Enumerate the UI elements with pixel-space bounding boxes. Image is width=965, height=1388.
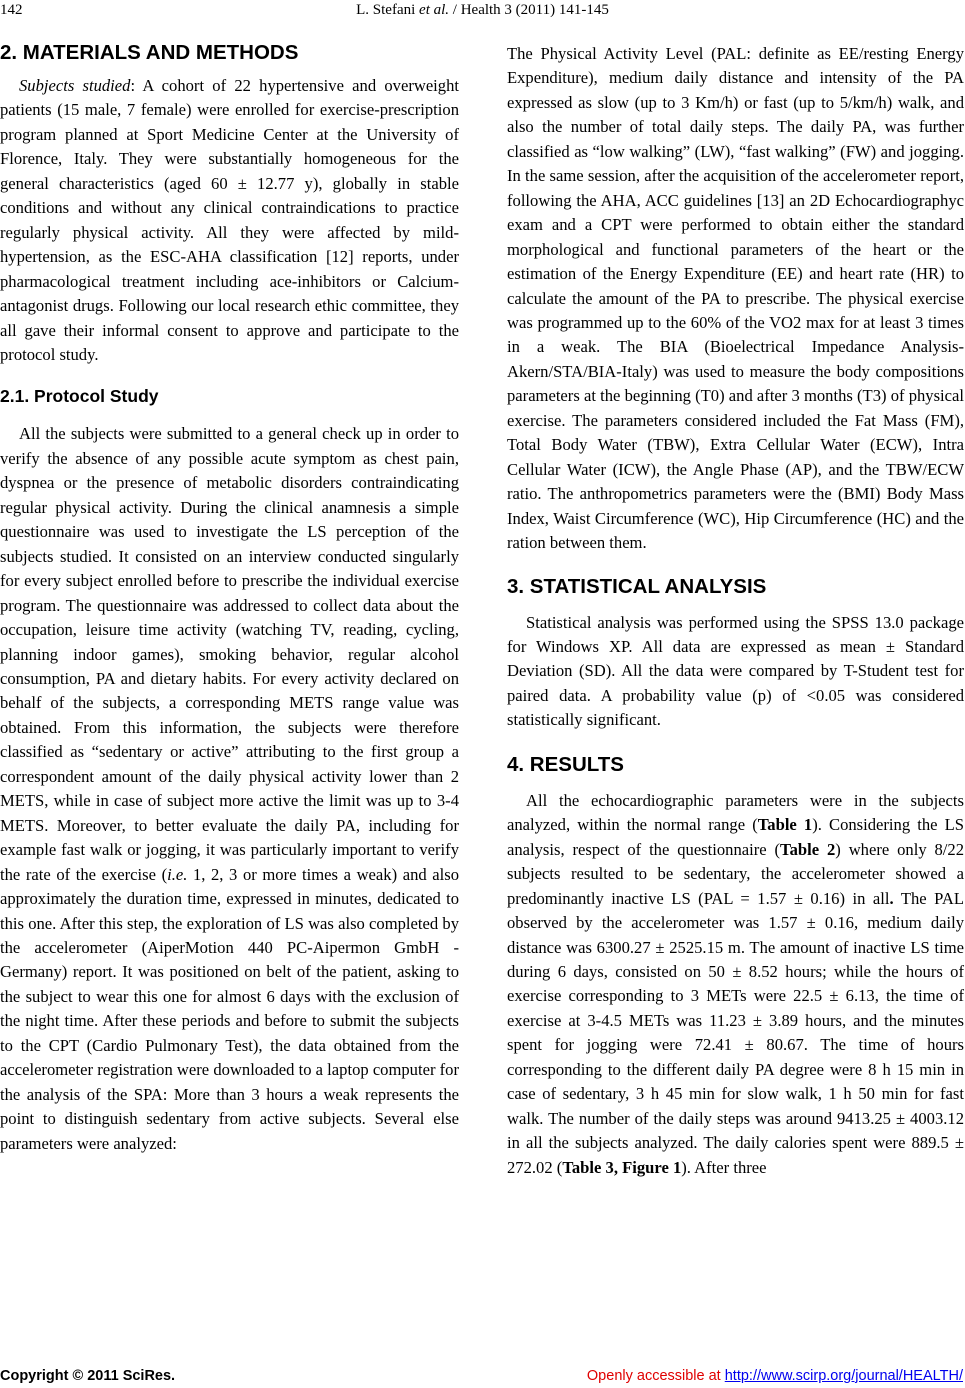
paragraph-physical-activity-level: The Physical Activity Level (PAL: definite as EE/resting Energy Expenditure), medium daily distance and intensity of the PA expressed as slow (up to 3 Km/h) or fast (up to 5/km/h) walk, and also the number of total daily steps. The daily PA, was further classified as “low walking” (LW), “fast walking” (FW) and jogging. In the same session, after the acquisition of the accelerometer report, following the AHA, ACC guidelines [13] an 2D Echocardiographyc exam and a CPT were performed to obtain either the standard morphological and functional parameters of the heart or the estimation of the Energy Expenditure (EE) and heart rate (HR) to calculate the amount of the PA to prescribe. The physical exercise was programmed up to the 60% of the VO2 max for at least 3 times in a weak. The BIA (Bioelectrical Impedance Analysis-Akern/STA/BIA-Italy) was used to measure the body compositions parameters at the beginning (T0) and after 3 months (T3) of physical exercise. The parameters considered included the Fat Mass (FM), Total Body Water (TBW), Extra Cellular Water (ECW), Intra Cellular Water (ICW), the Angle Phase (AP), and the TBW/ECW ratio. The anthropometrics parameters were the (BMI) Body Mass Index, Waist Circumference (WC), Hip Circumference (HC) and the ration between them. — [507, 44, 964, 553]
ref-table-3: Table 3 — [562, 1157, 614, 1177]
paragraph-subjects-studied — [0, 74, 459, 367]
ref-separator: , — [613, 1157, 623, 1177]
running-header — [0, 2, 965, 24]
ref-table-1: Table 1 — [757, 815, 813, 835]
paragraph-results — [507, 789, 964, 1180]
results-bold-dot: . — [889, 888, 894, 908]
page-number: 142 — [0, 2, 23, 18]
heading-protocol-study: 2.1. Protocol Study — [0, 386, 159, 407]
results-text-c: ) where only 8/22 subjects resulted to be sedentary, the accelerometer showed a predominantly inactive LS (PAL = 1.57 ± 0.16) in all — [507, 839, 964, 908]
results-text-b: ). Considering the LS analysis, respect of the questionnaire ( — [507, 815, 964, 859]
results-text-a: All the echocardiographic parameters were in the subjects analyzed, within the normal range ( — [507, 790, 964, 835]
copyright-notice: Copyright © 2011 SciRes. — [0, 1368, 176, 1384]
heading-statistical-analysis: 3. STATISTICAL ANALYSIS — [507, 574, 767, 598]
subjects-studied-lead: Subjects studied — [19, 76, 131, 95]
paragraph-protocol-study — [0, 422, 459, 1156]
ref-figure-1: Figure 1 — [622, 1157, 682, 1177]
page-footer — [0, 1368, 965, 1388]
protocol-text-b: 1, 2, 3 or more times a weak) and also approximately the duration time, expressed in minutes, dedicated to this one. After this step, the exploration of LS was also completed by the accelerometer (AiperMotion 440 PC-Aipermon GmbH -Germany) report. It was positioned on belt of the patient, asking to the subject to wear this one for almost 6 days with the exclusion of the night time. After these periods and before to submit the subjects to the CPT (Cardio Pulmonary Test), the data obtained from the accelerometer registration were downloaded to a laptop computer for the analysis of the SPA: More than 3 hours a weak represents the point to distinguish sedentary from active subjects. Several else parameters were analyzed: — [0, 864, 459, 1153]
protocol-text-a: All the subjects were submitted to a general check up in order to verify the absence of any possible acute symptom as chest pain, dyspnea or the presence of metabolic disorders contraindicating regular physical activity. During the clinical anamnesis a simple questionnaire was used to investigate the LS perception of the subjects studied. It consisted on an interview conducted singularly for every subject enrolled before to prescribe the individual exercise program. The questionnaire was addressed to collect data about the occupation, leisure time activity (watching TV, reading, cycling, planning indoor games), smoking behavior, regular alcohol consumption, PA and dietary habits. For every activity declared on behalf of the subjects, a corresponding METS range value was obtained. From this information, the subjects were therefore classified as “sedentary or active” attributing to the first group a correspondent amount of the daily physical activity lower than 2 METS, while in case of subject more active the limit was up to 3-4 METS. Moreover, to better evaluate the daily PA, including for example fast walk or jogging, it was particularly important to verify the rate of the exercise ( — [0, 424, 459, 884]
subjects-studied-text: : A cohort of 22 hypertensive and overweight patients (15 male, 7 female) were enrolled for exercise-prescription program planned at Sport Medicine Center at the University of Florence, Italy. They were substantially homogeneous for the general characteristics (aged 60 ± 12.77 y), globally in stable conditions and without any clinical contraindications to practice regularly physical activity. All they were affected by mild- hypertension, as the ESC-AHA classification [12] reports, under pharmacological treatment including ace-inhibitors or Calcium-antagonist drugs. Following our local research ethic committee, they all gave their informal consent to approve and participate to the protocol study. — [0, 76, 460, 364]
open-access-label: Openly accessible at — [586, 1368, 725, 1384]
right-column — [507, 42, 964, 1180]
heading-materials-methods: 2. MATERIALS AND METHODS — [0, 41, 299, 64]
open-access-notice — [587, 1368, 963, 1384]
results-text-e: ). After three — [681, 1157, 767, 1177]
results-text-d: The PAL observed by the accelerometer was 1.57 ± 0.16, medium daily distance was 6300.27 ± 2525.15 m. The amount of inactive LS time during 6 days, consisted on 50 ± 8.52 hours; while the hours of exercise corresponding to 3 METs were 22.5 ± 6.13, the time of exercise at 3-4.5 METs was 11.23 ± 3.89 hours, and the minutes spent for jogging were 72.41 ± 80.67. The time of hours corresponding to the different daily PA degree were 8 h 15 min in case of sedentary, 3 h 45 min for slow walk, 1 h 50 min for fast walk. The number of the daily steps was around 9413.25 ± 4003.12 in all the subjects analyzed. The daily calories spent were 889.5 ± 272.02 ( — [507, 888, 965, 1177]
journal-url-link[interactable]: http://www.scirp.org/journal/HEALTH/ — [724, 1368, 963, 1384]
protocol-ie: i.e. — [167, 864, 188, 884]
ref-table-2: Table 2 — [780, 839, 836, 859]
running-head — [0, 2, 965, 19]
left-column — [0, 40, 459, 1156]
running-head-etal: et al. — [419, 2, 450, 18]
paragraph-statistical-analysis: Statistical analysis was performed using the SPSS 13.0 package for Windows XP. All data are expressed as mean ± Standard Deviation (SD). All the data were compared by T-Student test for paired data. A probability value (p) of <0.05 was considered statistically significant. — [507, 612, 964, 730]
running-head-authors: L. Stefani — [356, 2, 420, 18]
running-head-journal: / Health 3 (2011) 141-145 — [449, 2, 609, 18]
heading-results: 4. RESULTS — [507, 752, 624, 776]
